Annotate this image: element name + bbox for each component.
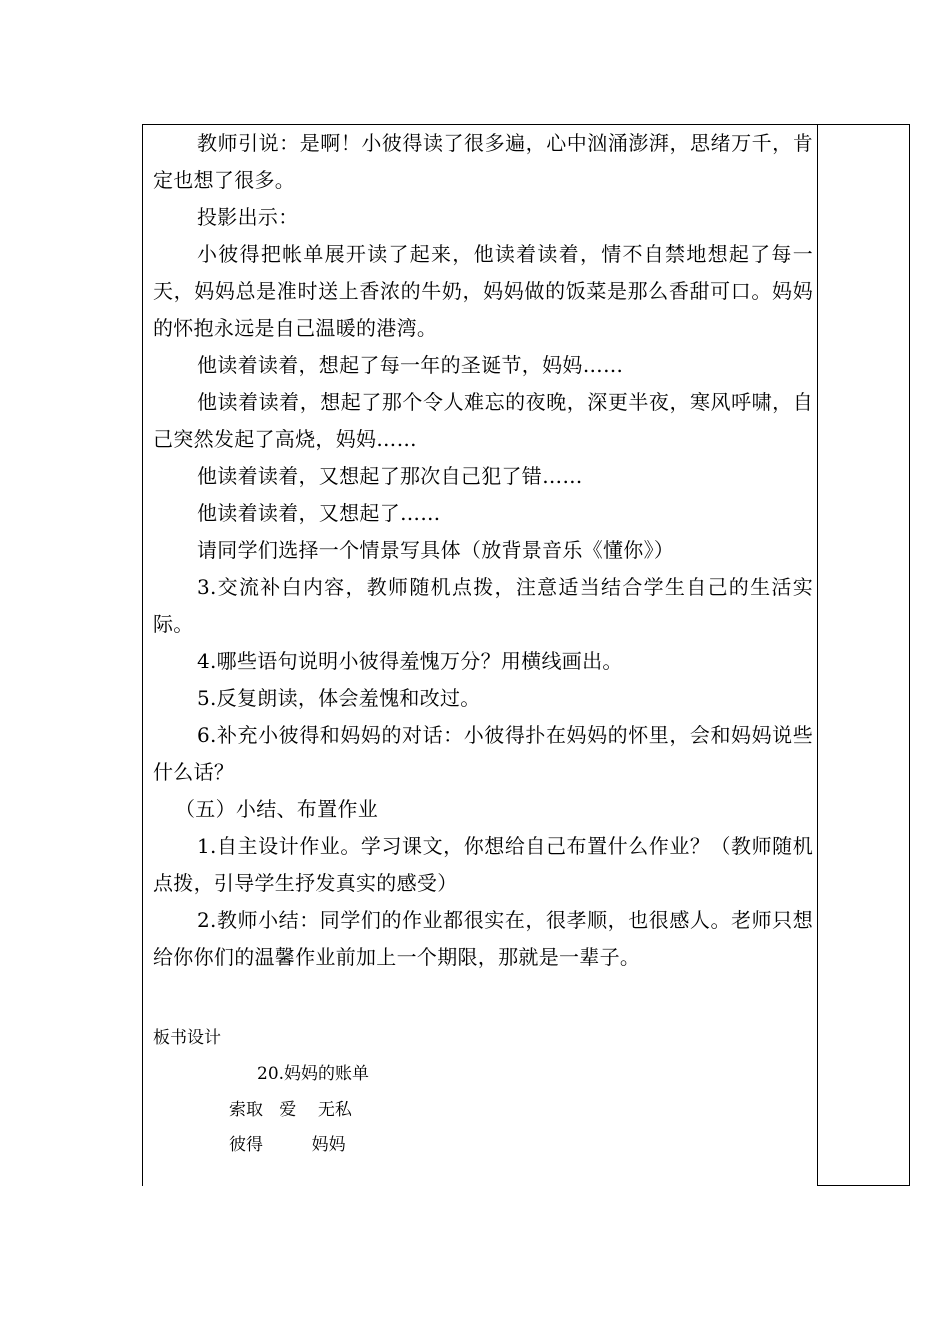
board-lesson-title: 20.妈妈的账单: [257, 1064, 370, 1084]
paragraph-bill-reading: 小彼得把帐单展开读了起来，他读着读着，情不自禁地想起了每一天，妈妈总是准时送上香浓的牛奶，妈妈做的饭菜是那么香甜可口。妈妈的怀抱永远是自己温暖的港湾。: [153, 242, 813, 340]
paragraph-step-6: 6.补充小彼得和妈妈的对话：小彼得扑在妈妈的怀里，会和妈妈说些什么话？: [153, 723, 813, 784]
paragraph-fever-night: 他读着读着，想起了那个令人难忘的夜晚，深更半夜，寒风呼啸，自己突然发起了高烧，妈妈……: [153, 390, 813, 451]
lesson-table: [142, 124, 910, 1186]
lesson-content-cell: [142, 124, 818, 1186]
board-design-heading: 板书设计: [153, 1028, 221, 1048]
paragraph-teacher-intro: 教师引说：是啊！小彼得读了很多遍，心中汹涌澎湃，思绪万千，肯定也想了很多。: [153, 131, 813, 192]
paragraph-mistake: 他读着读着，又想起了那次自己犯了错……: [197, 464, 583, 488]
paragraph-teacher-summary: 2.教师小结：同学们的作业都很实在，很孝顺，也很感人。老师只想给你你们的温馨作业前加上一个期限，那就是一辈子。: [153, 908, 813, 969]
section-heading-summary: （五）小结、布置作业: [175, 797, 378, 821]
notes-cell: [818, 124, 910, 1186]
board-row-2: 彼得 妈妈: [229, 1135, 346, 1155]
paragraph-write-scene: 请同学们选择一个情景写具体（放背景音乐《懂你》）: [197, 538, 675, 562]
paragraph-christmas: 他读着读着，想起了每一年的圣诞节，妈妈……: [197, 353, 624, 377]
lesson-text: [153, 125, 813, 976]
paragraph-more: 他读着读着，又想起了……: [197, 501, 441, 525]
paragraph-projection: 投影出示：: [197, 205, 299, 229]
paragraph-step-4: 4.哪些语句说明小彼得羞愧万分？用横线画出。: [197, 649, 623, 673]
paragraph-homework: 1.自主设计作业。学习课文，你想给自己布置什么作业？（教师随机点拨，引导学生抒发真实的感受）: [153, 834, 813, 895]
paragraph-step-5: 5.反复朗读，体会羞愧和改过。: [197, 686, 481, 710]
board-row-1: 索取 爱 无私: [229, 1100, 352, 1120]
paragraph-step-3: 3.交流补白内容，教师随机点拨，注意适当结合学生自己的生活实际。: [153, 575, 813, 636]
